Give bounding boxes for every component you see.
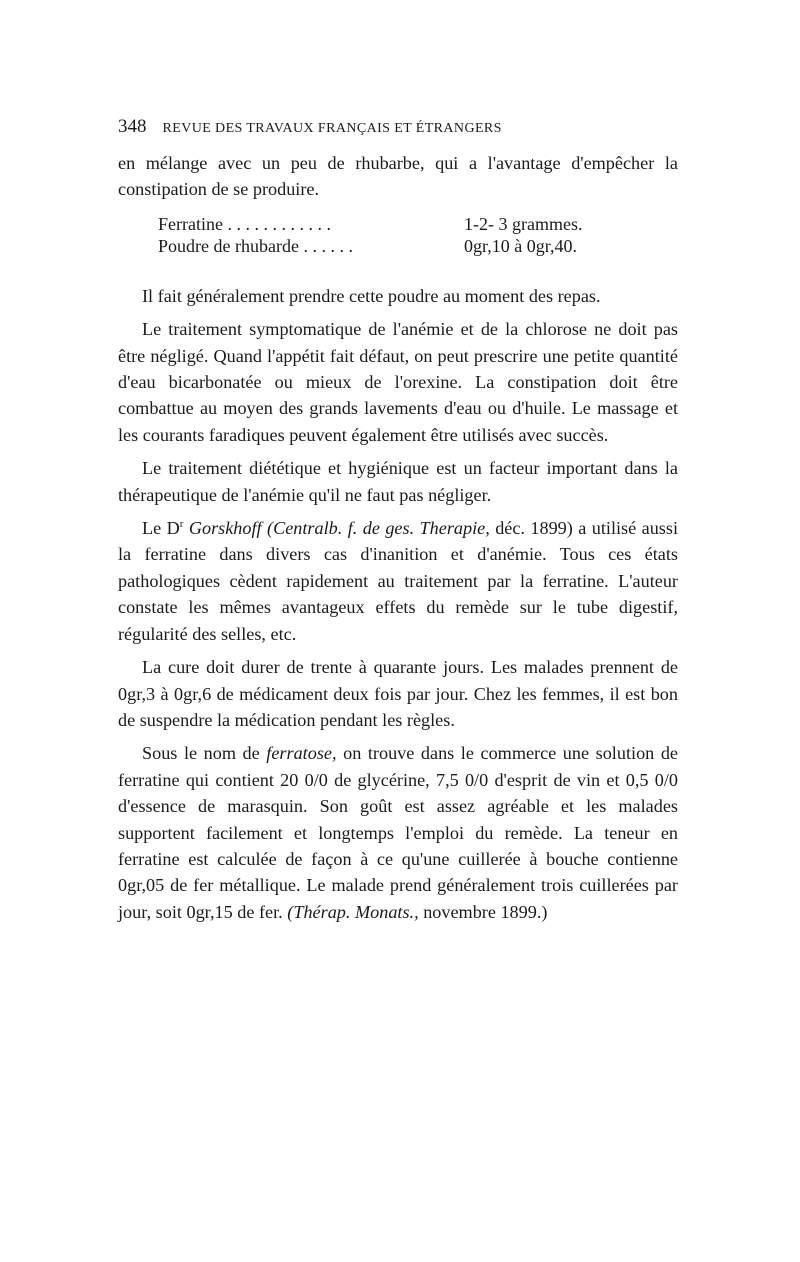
spacer: [118, 269, 678, 283]
spacer: [118, 733, 678, 740]
product-name: ferratose,: [266, 743, 337, 764]
journal-citation: (Centralb. f. de ges. Therapie,: [267, 518, 490, 539]
paragraph-cure-duration: La cure doit durer de trente à quarante jours. Les malades prennent de 0gr,3 à 0gr,6 de médicament deux fois par jour. Chez les femmes, il est bon de suspendre la médication pendant les règles.: [118, 657, 678, 730]
prescription-formula: [158, 213, 678, 257]
paragraph-gorskhoff: [118, 515, 678, 647]
spacer: [118, 309, 678, 316]
running-header: [118, 116, 678, 138]
ingredient-dose: 1-2- 3 grammes.: [464, 213, 583, 234]
text-run: Sous le nom de: [142, 743, 267, 764]
intro-text: en mélange avec un peu de rhubarbe, qui a l'avantage d'empêcher la constipation de se produire.: [118, 153, 678, 200]
page-body: [118, 150, 678, 925]
spacer: [118, 448, 678, 455]
ingredient-name: Ferratine . . . . . . . . . . . .: [158, 213, 331, 234]
text-run: on trouve dans le commerce une solution de ferratine qui contient 20 0/0 de glycérine, 7,5 0/0 d'esprit de vin et 0,5 0/0 d'essence de marasquin. Son goût est assez agréable et les malades supportent facilement et longtemps l'emploi du remède. La teneur en ferratine est calculée de façon à ce qu'une cuillerée à bouche contienne 0gr,05 de fer métallique. Le malade prend généralement trois cuillerées par jour, soit 0gr,15 de fer.: [118, 743, 678, 922]
paragraph-symptomatic-treatment: Le traitement symptomatique de l'anémie et de la chlorose ne doit pas être négligé. Quand l'appétit fait défaut, on peut prescrire une petite quantité d'eau bicarbonatée ou mieux de l'orexine. La constipation doit être combattue au moyen des grands lavements d'eau ou d'huile. Le massage et les courants faradiques peuvent également être utilisés avec succès.: [118, 319, 678, 445]
paragraph-dosage-timing: Il fait généralement prendre cette poudre au moment des repas.: [142, 285, 601, 306]
author-name: Gorskhoff: [188, 518, 262, 539]
text-run: novembre 1899.): [418, 901, 548, 922]
formula-row: [158, 213, 678, 235]
spacer: [118, 647, 678, 654]
journal-citation: (Thérap. Monats.,: [287, 901, 419, 922]
page-number: 348: [118, 116, 147, 137]
text-run: Le D: [142, 518, 180, 539]
paragraph-dietetic-treatment: Le traitement diététique et hygiénique est un facteur important dans la thérapeutique de l'anémie qu'il ne faut pas négliger.: [118, 458, 678, 505]
spacer: [118, 508, 678, 515]
paragraph-ferratose: [118, 740, 678, 925]
superscript: r: [179, 518, 184, 530]
ingredient-name: Poudre de rhubarde . . . . . .: [158, 235, 353, 256]
ingredient-dose: 0gr,10 à 0gr,40.: [464, 235, 578, 256]
running-title: REVUE DES TRAVAUX FRANÇAIS ET ÉTRANGERS: [162, 121, 502, 136]
formula-row: [158, 235, 678, 257]
text-run: déc. 1899) a utilisé aussi la ferratine dans divers cas d'inanition et d'anémie. Tous ces états pathologiques cèdent rapidement au traitement par la ferratine. L'auteur constate les mêmes avantageux effets du remède sur le tube digestif, régularité des selles, etc.: [118, 518, 678, 644]
